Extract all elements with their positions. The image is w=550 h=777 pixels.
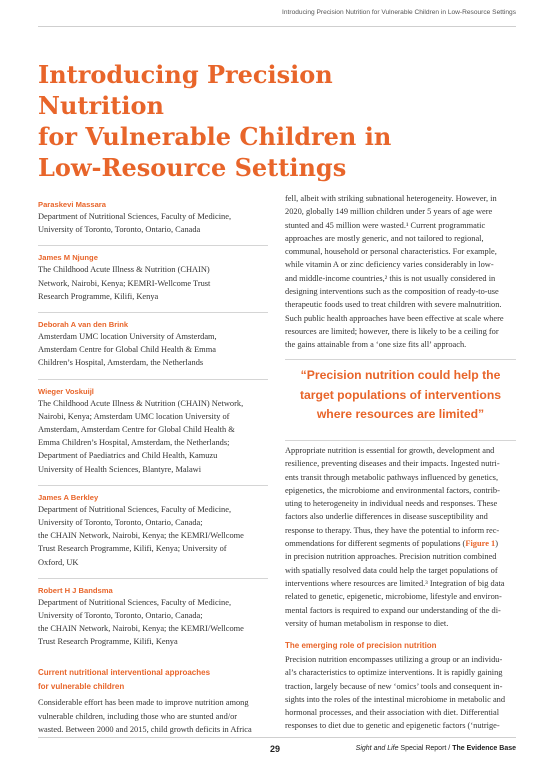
affiliation-line: Department of Nutritional Sciences, Faculty of Medicine, <box>38 212 232 221</box>
body-line: resources are limited; however, there is likely to be a ceiling for <box>285 326 499 336</box>
body-line-figure-ref <box>285 537 516 550</box>
body-line: traction, largely because of new ‘omics’ tools and consequent in- <box>285 681 503 691</box>
title-line: Low-Resource Settings <box>38 153 347 182</box>
body-line: with spatially resolved data could help the target populations of <box>285 565 498 575</box>
body-line: interventions where resources are limited.³ Integration of big data <box>285 578 505 588</box>
affiliation-line: the CHAIN Network, Nairobi, Kenya; the KEMRI/Wellcome <box>38 624 244 634</box>
author-entry <box>38 312 268 370</box>
affiliation-line: Amsterdam UMC location University of Amsterdam, <box>38 332 217 342</box>
body-line: therapeutic foods used to treat children with severe malnutrition. <box>285 300 502 310</box>
affiliation-line: Amsterdam, Amsterdam Centre for Global Child Health & <box>38 425 235 435</box>
body-line: approaches are mostly generic, and not tailored to regional, <box>285 233 484 243</box>
author-name: Wieger Voskuijl <box>38 379 268 397</box>
header-divider <box>38 26 516 27</box>
page-number: 29 <box>270 744 281 754</box>
body-line: Considerable effort has been made to improve nutrition among <box>38 698 249 707</box>
right-column-middle <box>285 444 516 630</box>
pull-quote <box>285 366 516 425</box>
author-affiliation <box>38 330 268 370</box>
body-line: communal, household or personal characteristics. For example, <box>285 247 497 257</box>
affiliation-line: Department of Paediatrics and Child Health, Kamuzu <box>38 451 218 461</box>
section-heading <box>38 666 278 694</box>
body-line: stunted and 45 million were wasted.¹ Current programmatic <box>285 220 486 230</box>
body-line: factors also underlie differences in disease susceptibility and <box>285 512 488 522</box>
body-text: ) <box>495 539 498 549</box>
affiliation-line: Network, Nairobi, Kenya; KEMRI-Wellcome Trust <box>38 278 211 288</box>
body-line: responses to diet due to genetic and epigenetic factors (‘nutrige- <box>285 721 500 731</box>
affiliation-line: Nairobi, Kenya; Amsterdam UMC location University of <box>38 411 230 421</box>
body-line: Precision nutrition encompasses utilizing a group or an individu- <box>285 655 503 664</box>
author-name: James M Njunge <box>38 245 268 263</box>
body-line: uting to heterogeneity in individual needs and responses. These <box>285 499 498 509</box>
author-name: James A Berkley <box>38 485 268 503</box>
body-line: ents transit through metabolic pathways influenced by genetics, <box>285 472 499 482</box>
affiliation-line: Trust Research Programme, Kilifi, Kenya; University of <box>38 544 227 554</box>
affiliation-line: University of Health Sciences, Blantyre, Malawi <box>38 464 202 474</box>
author-name: Robert H J Bandsma <box>38 578 268 596</box>
author-entry <box>38 245 268 303</box>
body-line: epigenetics, the microbiome and environmental factors, contrib- <box>285 485 500 495</box>
body-line: Appropriate nutrition is essential for growth, development and <box>285 446 495 455</box>
affiliation-line: The Childhood Acute Illness & Nutrition (CHAIN) <box>38 265 210 275</box>
affiliation-line: University of Toronto, Toronto, Ontario, Canada <box>38 225 201 235</box>
section-heading-line: for vulnerable children <box>38 682 125 691</box>
body-line: vulnerable children, including those who are stunted and/or <box>38 711 238 721</box>
author-affiliation <box>38 263 268 303</box>
author-name: Deborah A van den Brink <box>38 312 268 330</box>
body-line: versity of human metabolism in response to diet. <box>285 618 449 628</box>
pull-quote-divider <box>285 440 516 441</box>
author-affiliation <box>38 397 268 476</box>
affiliation-line: Trust Research Programme, Kilifi, Kenya <box>38 637 178 647</box>
body-line: related to genetic, epigenetic, microbiome, lifestyle and environ- <box>285 592 502 602</box>
author-name: Paraskevi Massara <box>38 200 106 209</box>
affiliation-line: Amsterdam Centre for Global Child Health & Emma <box>38 345 216 355</box>
emerging-section <box>285 639 516 733</box>
affiliation-line: Children’s Hospital, Amsterdam, the Netherlands <box>38 358 204 368</box>
footer-divider <box>38 737 516 738</box>
publication-subtitle: Special Report / <box>398 745 453 752</box>
body-line: resilience, preventing diseases and their impacts. Ingested nutri- <box>285 459 500 469</box>
pull-quote-line: “Precision nutrition could help the <box>300 368 501 382</box>
section-heading: The emerging role of precision nutrition <box>285 641 437 650</box>
body-line: hormonal processes, and their association with diet. Differential <box>285 708 500 718</box>
affiliation-line: the CHAIN Network, Nairobi, Kenya; the KEMRI/Wellcome <box>38 531 244 541</box>
left-section <box>38 666 278 737</box>
pull-quote-divider <box>285 359 516 360</box>
body-line: designing interventions such as the composition of ready-to-use <box>285 287 499 297</box>
affiliation-line: University of Toronto, Toronto, Ontario, Canada; <box>38 518 203 528</box>
publication-name <box>356 745 516 752</box>
section-body <box>38 696 278 737</box>
body-line: response to therapy. Thus, they have the potential to inform rec- <box>285 525 500 535</box>
affiliation-line: The Childhood Acute Illness & Nutrition (CHAIN) Network, <box>38 398 244 408</box>
article-title <box>38 59 458 183</box>
affiliation-line: Research Programme, Kilifi, Kenya <box>38 291 159 301</box>
affiliation-line: University of Toronto, Toronto, Ontario, Canada; <box>38 611 203 621</box>
body-text: ommendations for different segments of populations ( <box>285 539 466 549</box>
author-entry <box>38 379 268 476</box>
right-column-top <box>285 192 516 352</box>
title-line: for Vulnerable Children in <box>38 122 392 151</box>
author-list <box>38 190 268 658</box>
body-line: mental factors is required to expand our understanding of the di- <box>285 605 501 615</box>
affiliation-line: Department of Nutritional Sciences, Faculty of Medicine, <box>38 597 232 607</box>
affiliation-line: Emma Children’s Hospital, Amsterdam, the Netherlands; <box>38 438 230 448</box>
pull-quote-line: target populations of interventions <box>299 387 502 402</box>
body-line: the gains attainable from a ‘one size fits all’ approach. <box>285 340 467 350</box>
author-entry <box>38 190 268 236</box>
affiliation-line: Oxford, UK <box>38 557 79 567</box>
body-line: al’s characteristics to optimize interventions. It is rapidly gaining <box>285 668 503 678</box>
series-name: The Evidence Base <box>452 745 516 752</box>
publication-title: Sight and Life <box>355 745 399 752</box>
body-line: in precision nutrition approaches. Precision nutrition combined <box>285 552 497 562</box>
body-line: while vitamin A or zinc deficiency varies considerably in low- <box>285 260 494 270</box>
figure-link[interactable]: Figure 1 <box>465 539 496 549</box>
author-affiliation <box>38 210 268 236</box>
body-line: fell, albeit with striking subnational heterogeneity. However, in <box>285 194 497 203</box>
body-line: wasted. Between 2000 and 2015, child growth deficits in Africa <box>38 725 252 735</box>
author-entry <box>38 485 268 569</box>
section-heading-line: Current nutritional interventional approaches <box>38 668 211 677</box>
running-head: Introducing Precision Nutrition for Vulnerable Children in Low-Resource Settings <box>282 9 516 16</box>
author-entry <box>38 578 268 649</box>
pull-quote-line: where resources are limited” <box>316 407 485 421</box>
author-affiliation <box>38 596 268 649</box>
affiliation-line: Department of Nutritional Sciences, Faculty of Medicine, <box>38 504 232 514</box>
author-affiliation <box>38 503 268 569</box>
title-line: Introducing Precision Nutrition <box>38 60 333 120</box>
body-line: sights into the roles of the intestinal microbiome in metabolic and <box>285 694 506 704</box>
body-line: Such public health approaches have been effective at scale where <box>285 313 504 323</box>
body-line: 2020, globally 149 million children under 5 years of age were <box>285 207 493 217</box>
body-line: and middle-income countries,² this is not usually considered in <box>285 273 496 283</box>
